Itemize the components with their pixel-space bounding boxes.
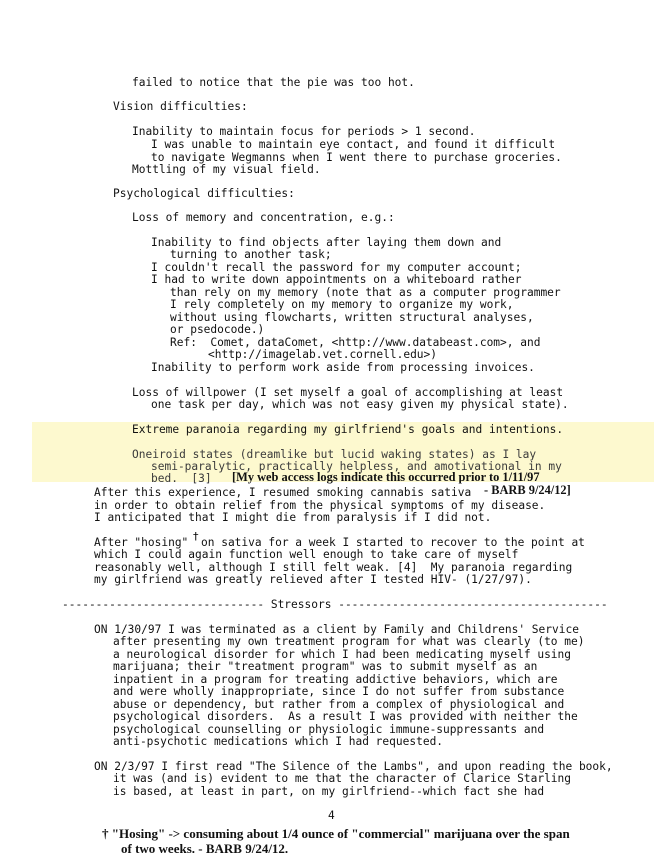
text-line: ON 1/30/97 I was terminated as a client by Family and Childrens' Service — [94, 623, 579, 636]
text-line: Extreme paranoia regarding my girlfriend's goals and intentions. — [132, 423, 564, 436]
text-line: without using flowcharts, written structural analyses, — [170, 311, 534, 324]
text-line: on sativa for a week I started to recover to the point at — [201, 536, 585, 549]
text-line: marijuana; their "treatment program" was to submit myself as an — [113, 660, 538, 673]
text-line: reasonably well, although I still felt weak. [4] My paranoia regarding — [94, 561, 573, 574]
text-line: and were wholly inappropriate, since I do not suffer from substance — [113, 685, 565, 698]
section-heading: Psychological difficulties: — [113, 187, 295, 200]
footnote-line-1 — [102, 826, 570, 842]
text-line: or psedocode.) — [170, 323, 265, 336]
text-line: a neurological disorder for which I had been medicating myself using — [113, 648, 572, 661]
text-line: bed. [3] — [151, 472, 212, 485]
text-line: Inability to find objects after laying them down and — [151, 236, 502, 249]
footnote-dagger: † — [102, 826, 109, 841]
text-line: psychological counselling or physiologic immune-suppressants and — [113, 723, 545, 736]
text-line: one task per day, which was not easy given my physical state). — [151, 398, 569, 411]
section-heading: Vision difficulties: — [113, 100, 248, 113]
text-line: semi-paralytic, practically helpless, and amotivational in my — [151, 460, 562, 473]
text-line: psychological disorders. As a result I was provided with neither the — [113, 710, 578, 723]
text-line: I anticipated that I might die from paralysis if I did not. — [94, 511, 492, 524]
text-line: failed to notice that the pie was too hot. — [132, 76, 415, 89]
text-line: turning to another task; — [170, 248, 332, 261]
text-line: I had to write down appointments on a whiteboard rather — [151, 273, 522, 286]
text-line: I was unable to maintain eye contact, and found it difficult — [151, 138, 556, 151]
text-line: Ref: Comet, dataComet, <http://www.databeast.com>, and — [170, 336, 541, 349]
footnote-text: "Hosing" -> consuming about 1/4 ounce of "commercial" marijuana over the span — [111, 826, 570, 841]
section-divider — [62, 598, 608, 611]
page-number: 4 — [328, 809, 335, 822]
text-line: than rely on my memory (note that as a computer programmer — [170, 286, 561, 299]
text-line: is based, at least in part, on my girlfriend--which fact she had — [113, 785, 545, 798]
text-line: inpatient in a program for treating addictive behaviors, which are — [113, 673, 558, 686]
text-line: to navigate Wegmanns when I went there to purchase groceries. — [151, 151, 562, 164]
text-line: anti-psychotic medications which I had requested. — [113, 735, 444, 748]
text-line: it was (and is) evident to me that the character of Clarice Starling — [113, 772, 572, 785]
footnote-line-2: of two weeks. - BARB 9/24/12. — [121, 841, 289, 856]
text-line: my girlfriend was greatly relieved after I tested HIV- (1/27/97). — [94, 573, 532, 586]
divider-title: Stressors — [270, 598, 332, 611]
dagger-mark: † — [193, 530, 199, 543]
text-line: Loss of memory and concentration, e.g.: — [132, 211, 395, 224]
divider-left: ------------------------------ — [62, 598, 265, 611]
text-line: after presenting my own treatment program for what was clearly (to me) — [113, 635, 585, 648]
text-line: Loss of willpower (I set myself a goal of accomplishing at least — [132, 386, 564, 399]
text-line: which I could again function well enough to take care of myself — [94, 548, 519, 561]
text-line: I rely completely on my memory to organize my work, — [170, 298, 514, 311]
text-line: in order to obtain relief from the physical symptoms of my disease. — [94, 499, 546, 512]
text-line: <http://imagelab.vet.cornell.edu>) — [208, 348, 438, 361]
text-line: Mottling of my visual field. — [132, 163, 321, 176]
divider-right: ---------------------------------------- — [338, 598, 608, 611]
text-line: ON 2/3/97 I first read "The Silence of the Lambs", and upon reading the book, — [94, 760, 613, 773]
text-line: Inability to perform work aside from processing invoices. — [151, 361, 535, 374]
text-line: After "hosing" — [94, 536, 189, 549]
text-line: I couldn't recall the password for my computer account; — [151, 261, 522, 274]
text-line: Inability to maintain focus for periods > 1 second. — [132, 125, 476, 138]
text-line: After this experience, I resumed smoking cannabis sativa — [94, 486, 472, 499]
annotation-signature: - BARB 9/24/12] — [484, 483, 571, 497]
annotation-text: [My web access logs indicate this occurred prior to 1/11/97 — [232, 470, 540, 484]
text-line: abuse or dependency, but rather from a complex of physiological and — [113, 698, 565, 711]
text-line: Oneiroid states (dreamlike but lucid waking states) as I lay — [132, 448, 537, 461]
